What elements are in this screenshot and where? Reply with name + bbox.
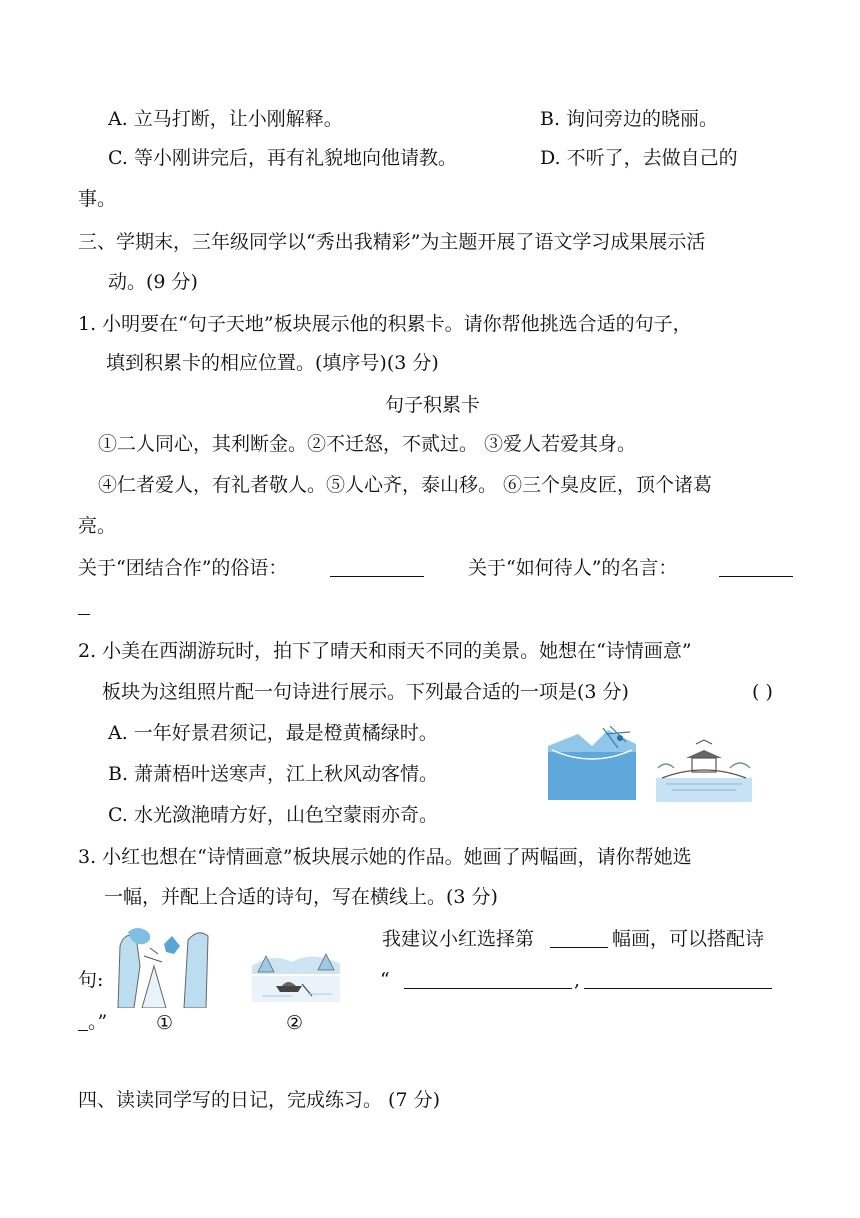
painting-2-snow-boat [252,946,340,1002]
painting-1-mountains [114,926,210,1008]
blank1-label: 关于“团结合作”的俗语： [78,557,288,579]
option-a: A. 立马打断，让小刚解释。 [108,108,343,130]
q3-line1: 3. 小红也想在“诗情画意”板块展示她的作品。她画了两幅画，请你帮她选 [78,846,692,868]
answer-blank-treat-people[interactable] [719,556,793,577]
answer-blank-poem-part2[interactable] [584,968,772,989]
answer-blank-treat-people-cont[interactable] [78,594,90,615]
answer-paren[interactable]: ( ) [752,681,773,703]
suggest-text-a: 我建议小红选择第 [382,928,535,950]
open-quote: “ [380,969,390,991]
section4-title: 四、读读同学写的日记，完成练习。 (7 分) [78,1089,440,1111]
poem-comma: , [574,969,581,991]
q2-option-a: A. 一年好景君须记，最是橙黄橘绿时。 [108,722,438,744]
q3-line2: 一幅，并配上合适的诗句，写在横线上。(3 分) [104,886,498,908]
q2-option-c: C. 水光潋滟晴方好，山色空蒙雨亦奇。 [108,804,438,826]
answer-blank-poem-part1[interactable] [404,968,572,989]
option-c: C. 等小刚讲完后，再有礼貌地向他请教。 [108,147,457,169]
painting-2-label: ② [286,1012,304,1034]
rainy-pavilion-photo [656,738,752,802]
q1-line1: 1. 小明要在“句子天地”板块展示他的积累卡。请你帮他挑选合适的句子， [78,313,692,335]
suggest-text-b: 幅画，可以搭配诗 [612,928,765,950]
ju-label: 句: [78,969,104,991]
q2-line1: 2. 小美在西湖游玩时，拍下了晴天和雨天不同的美景。她想在“诗情画意” [78,640,692,662]
section3-title-line1: 三、学期末，三年级同学以“秀出我精彩”为主题开展了语文学习成果展示活 [78,231,706,253]
option-d-continued: 事。 [78,188,117,210]
blank2-label: 关于“如何待人”的名言： [468,557,678,579]
painting-1-label: ① [156,1012,174,1034]
section3-title-line2: 动。(9 分) [108,271,198,293]
answer-blank-poem-cont[interactable] [78,1010,88,1031]
q1-line2: 填到积累卡的相应位置。(填序号)(3 分) [106,352,439,374]
card-title: 句子积累卡 [385,394,481,416]
q2-line2: 板块为这组照片配一句诗进行展示。下列最合适的一项是(3 分) [102,681,629,703]
card-line3: 亮。 [78,515,117,537]
option-b: B. 询问旁边的晓丽。 [540,108,719,130]
poem-end: 。” [88,1011,108,1033]
q2-option-b: B. 萧萧梧叶送寒声，江上秋风动客情。 [108,763,439,785]
sunny-lake-photo [548,726,636,800]
option-d: D. 不听了，去做自己的 [540,147,738,169]
card-line1: ①二人同心，其利断金。②不迁怒，不贰过。 ③爱人若爱其身。 [98,433,637,455]
answer-blank-unity[interactable] [330,556,424,577]
answer-blank-picture-number[interactable] [550,927,608,948]
card-line2: ④仁者爱人，有礼者敬人。⑤人心齐，泰山移。 ⑥三个臭皮匠，顶个诸葛 [98,474,713,496]
